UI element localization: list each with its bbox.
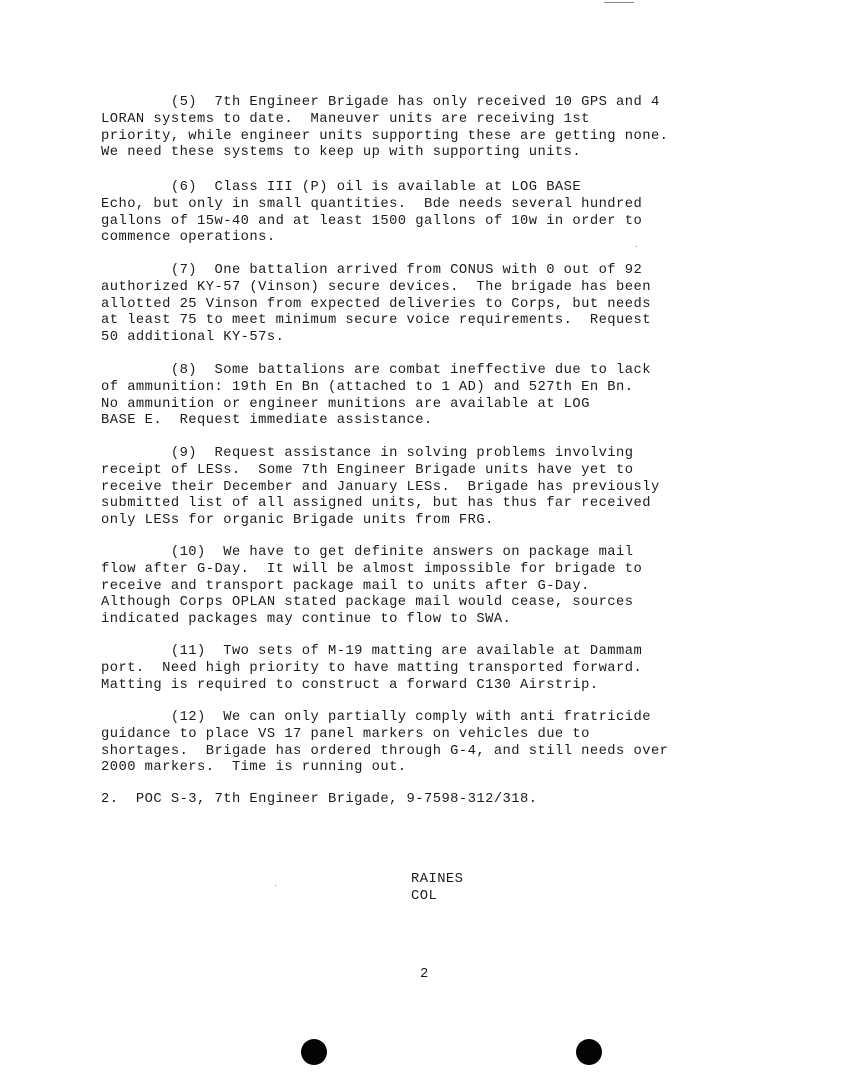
signature-name: RAINES bbox=[411, 872, 464, 887]
scan-artifact bbox=[636, 246, 637, 247]
signature-block bbox=[411, 872, 463, 906]
paragraph-line: shortages. Brigade has ordered through G-4, and still needs over bbox=[101, 743, 669, 759]
paragraph-line: (7) One battalion arrived from CONUS with 0 out of 92 bbox=[101, 263, 643, 278]
paragraph-6 bbox=[101, 180, 761, 247]
paragraph-line: (10) We have to get definite answers on package mail bbox=[101, 545, 634, 560]
paragraph-line: receive and transport package mail to units after G-Day. bbox=[101, 578, 590, 594]
paragraph-line: commence operations. bbox=[101, 230, 276, 246]
paragraph-line: 50 additional KY-57s. bbox=[101, 330, 285, 346]
paragraph-line: allotted 25 Vinson from expected deliveries to Corps, but needs bbox=[101, 296, 651, 312]
paragraph-line: 2000 markers. Time is running out. bbox=[101, 760, 407, 776]
paragraph-line: 2. POC S-3, 7th Engineer Brigade, 9-7598-312/318. bbox=[101, 792, 538, 807]
paragraph-line: at least 75 to meet minimum secure voice requirements. Request bbox=[101, 313, 651, 329]
paragraph-line: We need these systems to keep up with supporting units. bbox=[101, 145, 582, 161]
scan-artifact bbox=[275, 885, 276, 886]
paragraph-line: (12) We can only partially comply with anti fratricide bbox=[101, 710, 651, 725]
paragraph-line: priority, while engineer units supporting these are getting none. bbox=[101, 128, 669, 144]
paragraph-line: flow after G-Day. It will be almost impossible for brigade to bbox=[101, 561, 643, 577]
paragraph-line: (11) Two sets of M-19 matting are available at Dammam bbox=[101, 644, 643, 659]
paragraph-line: (8) Some battalions are combat ineffective due to lack bbox=[101, 363, 651, 378]
paragraph-line: (9) Request assistance in solving problems involving bbox=[101, 446, 634, 461]
punch-hole-left bbox=[301, 1039, 327, 1065]
paragraph-line: Although Corps OPLAN stated package mail would cease, sources bbox=[101, 595, 634, 611]
paragraph-9 bbox=[101, 446, 761, 530]
paragraph-line: (5) 7th Engineer Brigade has only received 10 GPS and 4 bbox=[101, 95, 660, 110]
paragraph-line: LORAN systems to date. Maneuver units are receiving 1st bbox=[101, 111, 590, 127]
paragraph-2-poc bbox=[101, 792, 761, 809]
paragraph-line: Echo, but only in small quantities. Bde needs several hundred bbox=[101, 196, 643, 212]
paragraph-line: of ammunition: 19th En Bn (attached to 1 AD) and 527th En Bn. bbox=[101, 379, 634, 395]
paragraph-line: authorized KY-57 (Vinson) secure devices. The brigade has been bbox=[101, 279, 651, 295]
scan-artifact bbox=[604, 2, 634, 3]
paragraph-line: port. Need high priority to have matting transported forward. bbox=[101, 660, 643, 676]
paragraph-5 bbox=[101, 95, 761, 162]
paragraph-line: only LESs for organic Brigade units from FRG. bbox=[101, 513, 494, 529]
paragraph-line: gallons of 15w-40 and at least 1500 gallons of 10w in order to bbox=[101, 213, 643, 229]
punch-hole-right bbox=[576, 1039, 602, 1065]
paragraph-11 bbox=[101, 644, 761, 694]
paragraph-7 bbox=[101, 263, 761, 347]
paragraph-line: Matting is required to construct a forward C130 Airstrip. bbox=[101, 677, 599, 693]
signature-rank: COL bbox=[411, 888, 438, 904]
page-number: 2 bbox=[420, 967, 429, 982]
paragraph-12 bbox=[101, 710, 761, 777]
paragraph-line: (6) Class III (P) oil is available at LOG BASE bbox=[101, 180, 582, 195]
paragraph-line: receive their December and January LESs. Brigade has previously bbox=[101, 479, 660, 495]
paragraph-8 bbox=[101, 363, 761, 430]
paragraph-line: BASE E. Request immediate assistance. bbox=[101, 413, 433, 429]
paragraph-line: guidance to place VS 17 panel markers on vehicles due to bbox=[101, 726, 590, 742]
paragraph-line: receipt of LESs. Some 7th Engineer Brigade units have yet to bbox=[101, 462, 634, 478]
paragraph-line: indicated packages may continue to flow to SWA. bbox=[101, 612, 512, 628]
paragraph-10 bbox=[101, 545, 761, 629]
paragraph-line: No ammunition or engineer munitions are available at LOG bbox=[101, 396, 590, 412]
paragraph-line: submitted list of all assigned units, but has thus far received bbox=[101, 496, 651, 512]
